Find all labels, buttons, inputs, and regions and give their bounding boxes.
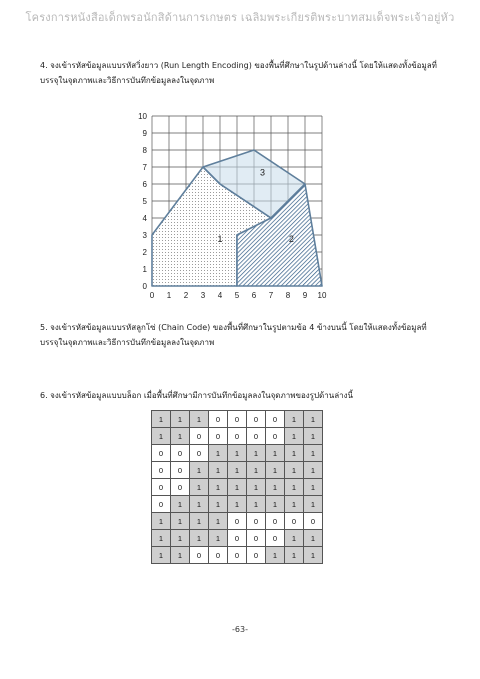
pixel-cell: 0 xyxy=(190,445,209,462)
pixel-cell: 0 xyxy=(228,428,247,445)
pixel-cell: 0 xyxy=(171,445,190,462)
pixel-cell: 1 xyxy=(228,496,247,513)
pixel-cell: 0 xyxy=(266,513,285,530)
pixel-cell: 0 xyxy=(247,428,266,445)
x-tick-label: 2 xyxy=(183,291,189,300)
region-1-label: 1 xyxy=(217,233,223,244)
region-3-label: 3 xyxy=(259,167,266,178)
pixel-cell: 0 xyxy=(152,496,171,513)
question-5-text: 5. จงเข้ารหัสข้อมูลแบบรหัสลูกโซ่ (Chain Code) ของพื้นที่ศึกษาในรูปตามข้อ 4 ข้างบนนี้ โดยให้แสดงทั้งข้อมูลที่บรรจุในจุดภาพและวิธีการบันทึกข้อมูลลงในจุดภาพ xyxy=(40,323,427,347)
pixel-cell: 1 xyxy=(152,428,171,445)
pixel-cell: 1 xyxy=(304,479,323,496)
pixel-cell: 1 xyxy=(285,445,304,462)
y-tick-label: 3 xyxy=(142,231,147,240)
pixel-cell: 1 xyxy=(171,428,190,445)
pixel-cell: 1 xyxy=(228,462,247,479)
pixel-cell: 1 xyxy=(266,496,285,513)
pixel-row xyxy=(152,428,323,445)
pixel-cell: 1 xyxy=(228,479,247,496)
pixel-cell: 1 xyxy=(171,547,190,564)
pixel-cell: 1 xyxy=(190,530,209,547)
x-tick-label: 10 xyxy=(317,291,327,300)
pixel-cell: 0 xyxy=(266,530,285,547)
pixel-cell: 0 xyxy=(228,530,247,547)
pixel-cell: 0 xyxy=(304,513,323,530)
pixel-cell: 1 xyxy=(247,496,266,513)
pixel-cell: 1 xyxy=(190,496,209,513)
pixel-cell: 1 xyxy=(209,513,228,530)
pixel-cell: 1 xyxy=(266,462,285,479)
pixel-cell: 1 xyxy=(228,445,247,462)
pixel-cell: 0 xyxy=(190,547,209,564)
pixel-cell: 1 xyxy=(266,547,285,564)
pixel-cell: 1 xyxy=(285,479,304,496)
x-tick-label: 4 xyxy=(217,291,223,300)
pixel-cell: 0 xyxy=(190,428,209,445)
pixel-row xyxy=(152,479,323,496)
pixel-cell: 0 xyxy=(247,411,266,428)
page-number: -63- xyxy=(232,625,248,634)
pixel-cell: 0 xyxy=(152,462,171,479)
x-tick-label: 7 xyxy=(268,291,274,300)
question-4-text: 4. จงเข้ารหัสข้อมูลแบบรหัสวิ่งยาว (Run Length Encoding) ของพื้นที่ศึกษาในรูปด้านล่างนี้ โดยให้แสดงทั้งข้อมูลที่บรรจุในจุดภาพและวิธีการบันทึกข้อมูลลงในจุดภาพ xyxy=(40,61,437,85)
pixel-cell: 0 xyxy=(266,411,285,428)
pixel-cell: 1 xyxy=(171,530,190,547)
pixel-cell: 0 xyxy=(228,547,247,564)
pixel-cell: 1 xyxy=(304,411,323,428)
pixel-cell: 1 xyxy=(171,513,190,530)
x-tick-label: 1 xyxy=(166,291,172,300)
pixel-cell: 1 xyxy=(285,547,304,564)
x-tick-label: 0 xyxy=(149,291,155,300)
x-tick-label: 9 xyxy=(302,291,308,300)
pixel-cell: 0 xyxy=(171,462,190,479)
pixel-cell: 0 xyxy=(266,428,285,445)
pixel-cell: 1 xyxy=(209,479,228,496)
pixel-cell: 1 xyxy=(304,530,323,547)
pixel-cell: 0 xyxy=(228,411,247,428)
pixel-cell: 1 xyxy=(190,462,209,479)
pixel-cell: 0 xyxy=(152,445,171,462)
pixel-cell: 1 xyxy=(171,411,190,428)
pixel-cell: 1 xyxy=(209,445,228,462)
x-tick-label: 6 xyxy=(251,291,257,300)
pixel-row xyxy=(152,462,323,479)
pixel-cell: 1 xyxy=(285,411,304,428)
y-tick-label: 7 xyxy=(142,163,147,172)
pixel-cell: 1 xyxy=(304,428,323,445)
y-tick-label: 1 xyxy=(142,265,147,274)
y-tick-label: 8 xyxy=(142,146,147,155)
pixel-cell: 1 xyxy=(152,547,171,564)
pixel-cell: 0 xyxy=(247,547,266,564)
pixel-row xyxy=(152,411,323,428)
x-tick-label: 8 xyxy=(285,291,291,300)
pixel-cell: 1 xyxy=(152,411,171,428)
pixel-cell: 1 xyxy=(247,479,266,496)
pixel-cell: 1 xyxy=(152,513,171,530)
pixel-cell: 0 xyxy=(228,513,247,530)
y-tick-label: 10 xyxy=(138,112,147,121)
pixel-cell: 1 xyxy=(171,496,190,513)
pixel-row xyxy=(152,445,323,462)
pixel-cell: 1 xyxy=(190,479,209,496)
y-tick-label: 5 xyxy=(142,197,147,206)
pixel-cell: 1 xyxy=(209,462,228,479)
page-header: โครงการหนังสือเด็กพรอนักสิด้านการเกษตร เฉลิมพระเกียรติพระบาทสมเด็จพระเจ้าอยู่หัว xyxy=(25,11,455,24)
pixel-cell: 1 xyxy=(247,445,266,462)
pixel-cell: 1 xyxy=(304,462,323,479)
polygon-grid-figure xyxy=(134,110,344,310)
pixel-cell: 0 xyxy=(209,428,228,445)
pixel-row xyxy=(152,547,323,564)
pixel-cell: 1 xyxy=(304,547,323,564)
pixel-grid-table xyxy=(151,410,323,564)
pixel-cell: 0 xyxy=(247,530,266,547)
pixel-cell: 0 xyxy=(171,479,190,496)
pixel-row xyxy=(152,496,323,513)
pixel-cell: 1 xyxy=(285,496,304,513)
regions-layer xyxy=(152,150,322,286)
pixel-cell: 0 xyxy=(152,479,171,496)
pixel-cell: 1 xyxy=(190,411,209,428)
y-tick-label: 2 xyxy=(142,248,147,257)
pixel-cell: 0 xyxy=(209,411,228,428)
x-tick-label: 5 xyxy=(234,291,240,300)
pixel-cell: 0 xyxy=(209,547,228,564)
pixel-cell: 1 xyxy=(285,428,304,445)
pixel-cell: 1 xyxy=(285,530,304,547)
pixel-cell: 1 xyxy=(190,513,209,530)
pixel-cell: 1 xyxy=(152,530,171,547)
region-2-label: 2 xyxy=(288,233,294,244)
pixel-cell: 1 xyxy=(285,462,304,479)
pixel-cell: 1 xyxy=(266,479,285,496)
pixel-cell: 1 xyxy=(266,445,285,462)
pixel-row xyxy=(152,530,323,547)
pixel-cell: 1 xyxy=(304,496,323,513)
pixel-row xyxy=(152,513,323,530)
y-tick-label: 0 xyxy=(142,282,147,291)
y-tick-label: 6 xyxy=(142,180,147,189)
question-6-text: 6. จงเข้ารหัสข้อมูลแบบบล็อก เมื่อพื้นที่ศึกษามีการบันทึกข้อมูลลงในจุดภาพของรูปด้านล่างนี้ xyxy=(40,391,353,400)
pixel-cell: 0 xyxy=(247,513,266,530)
pixel-cell: 1 xyxy=(304,445,323,462)
pixel-cell: 1 xyxy=(247,462,266,479)
x-tick-label: 3 xyxy=(200,291,206,300)
pixel-cell: 1 xyxy=(209,496,228,513)
pixel-cell: 0 xyxy=(285,513,304,530)
pixel-cell: 1 xyxy=(209,530,228,547)
y-tick-label: 4 xyxy=(142,214,147,223)
y-tick-label: 9 xyxy=(142,129,147,138)
